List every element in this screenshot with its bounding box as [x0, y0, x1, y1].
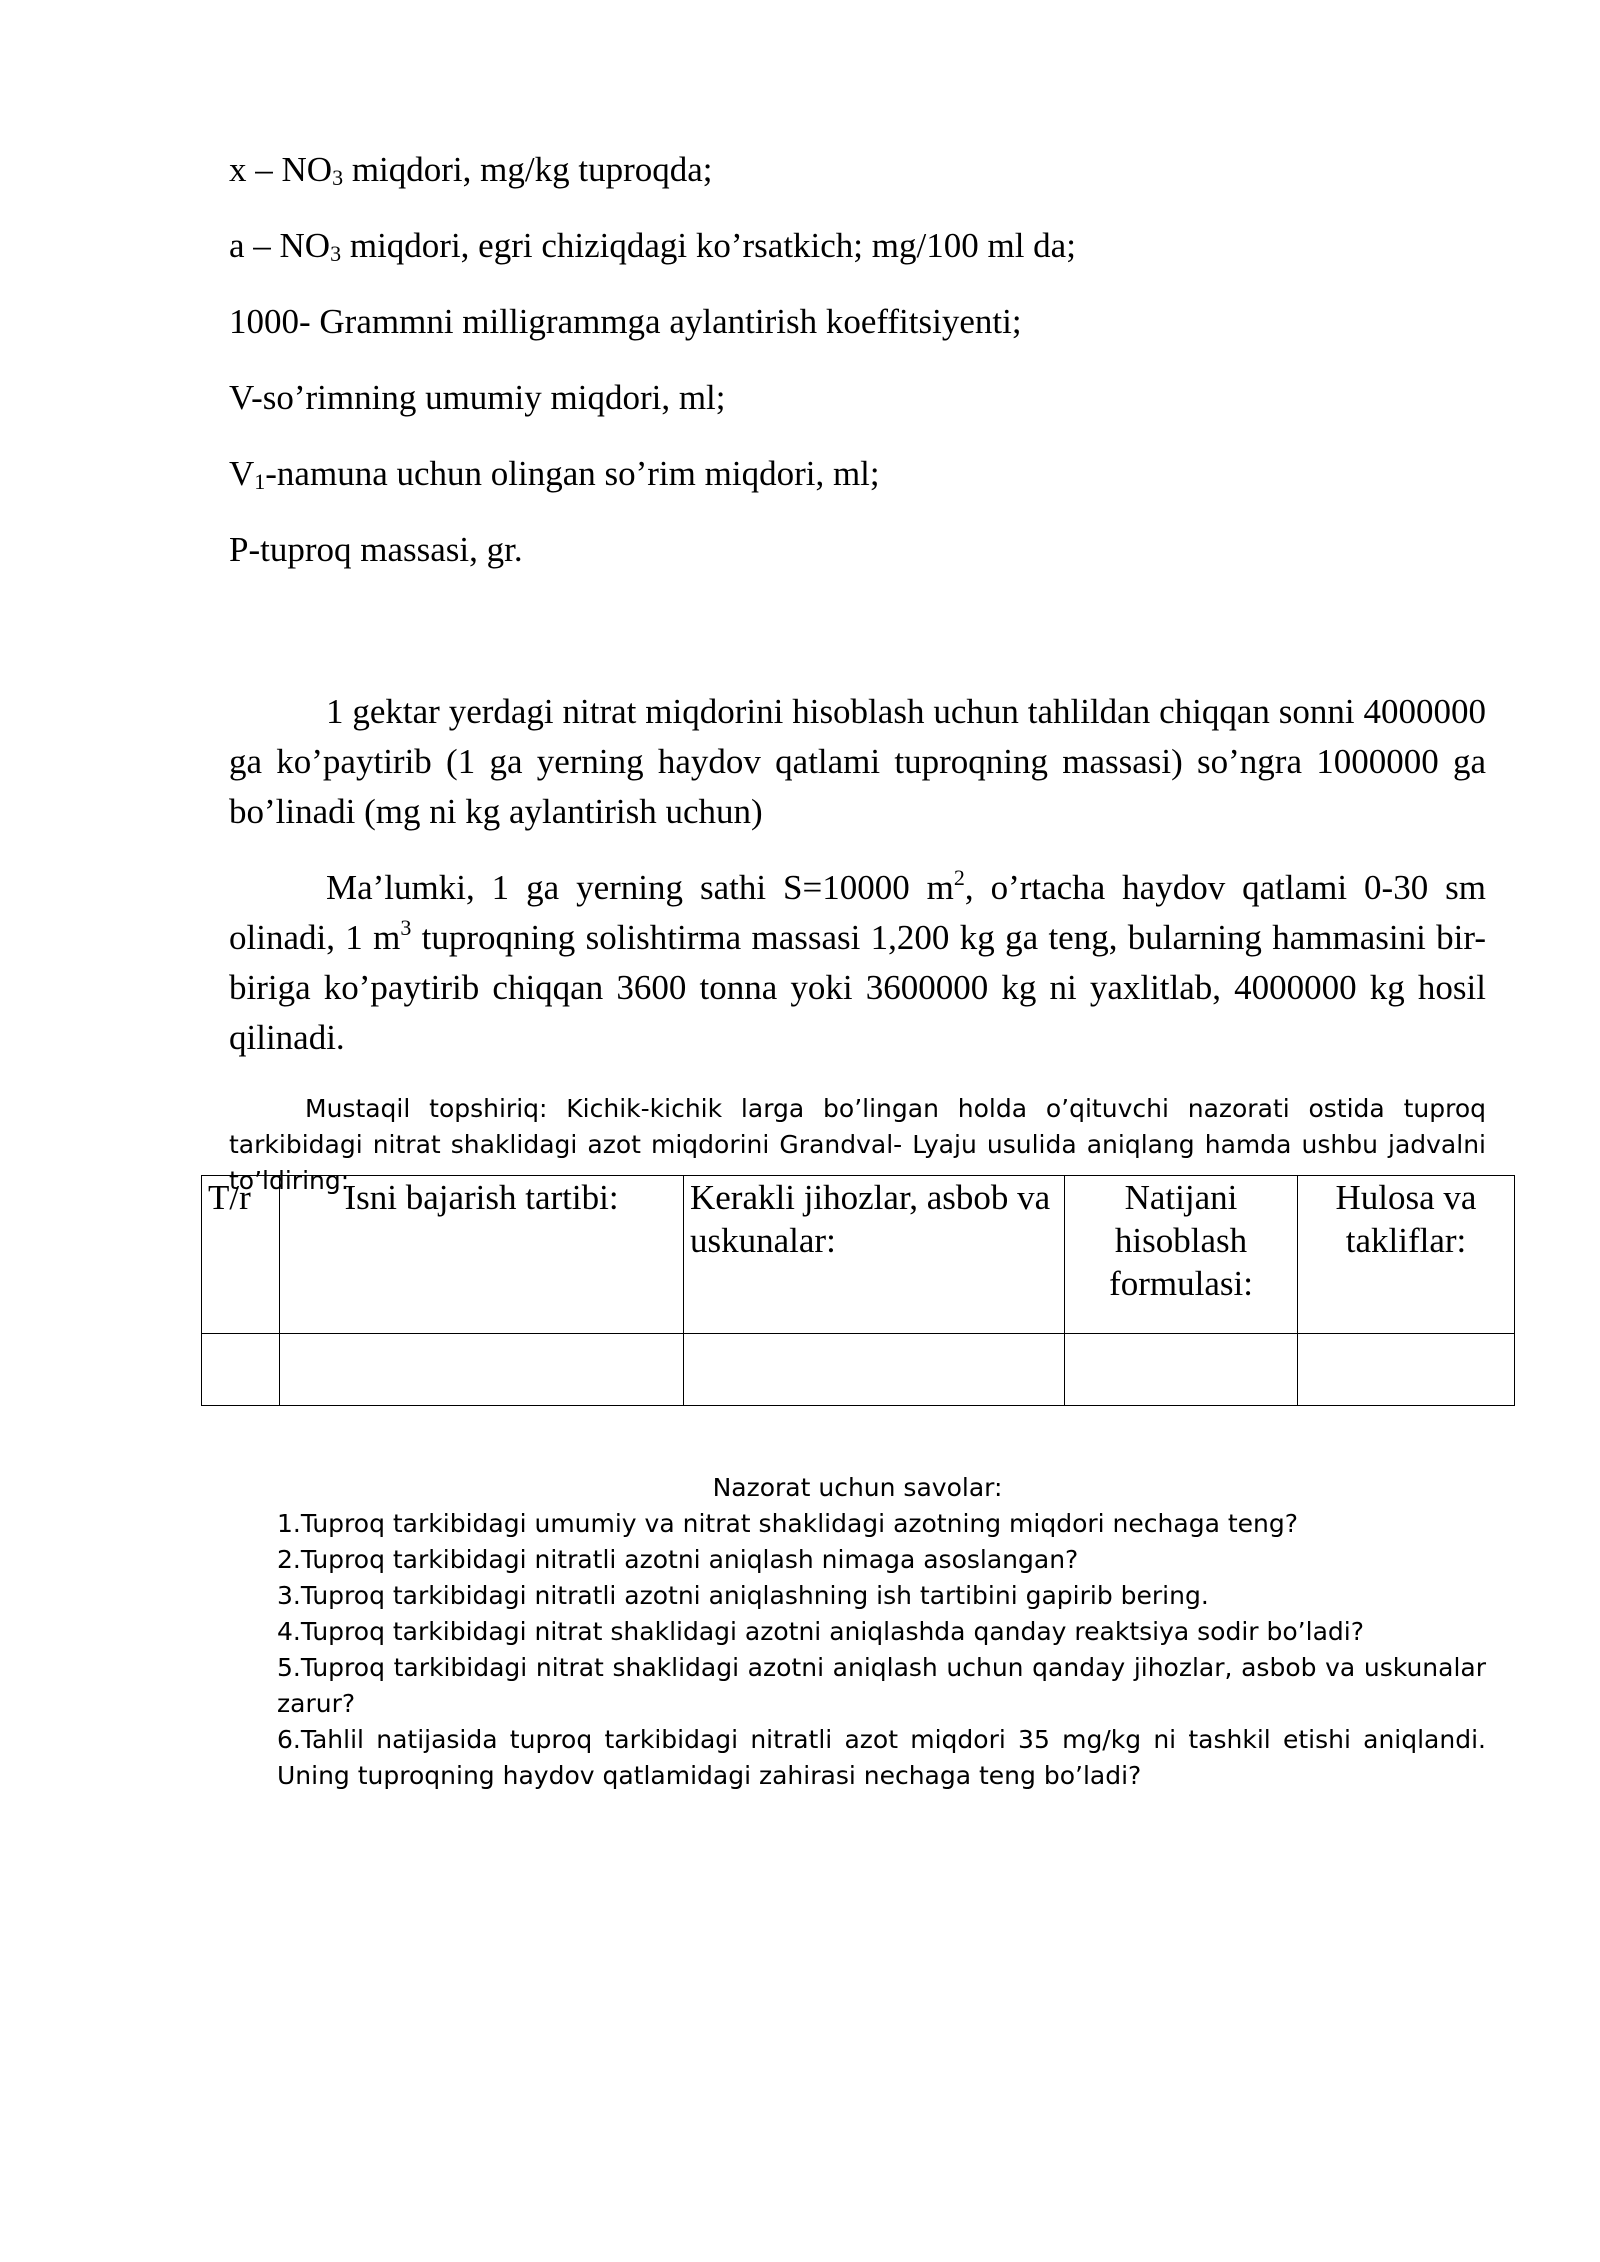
questions-title: Nazorat uchun savolar: [712, 1473, 1003, 1502]
explanation-paragraph: Ma’lumki, 1 ga yerning sathi S=10000 $m^2$, o’rtacha haydov qatlami 0-30 sm olinadi, 1 $m^3$ tuproqning solishtirma massasi 1,200 kg ga teng, bularning hammasini bir-biriga ko’paytirib chiqqan 3600 tonna yoki 3600000 kg ni yaxlitlab, 4000000 kg hosil qilinadi. [229, 865, 1487, 1057]
definition-line: a – $NO_3$ miqdori, egri chiziqdagi ko’rsatkich; mg/100 ml da; [229, 226, 1076, 266]
list-item: 3.Tuproq tarkibidagi nitratli azotni aniqlashning ish tartibini gapirib bering. [277, 1581, 1209, 1610]
list-item: 1.Tuproq tarkibidagi umumiy va nitrat shaklidagi azotning miqdori nechaga teng? [277, 1509, 1298, 1538]
questions-list [277, 1506, 1486, 1794]
header-conclusion: Hulosa va takliflar: [1298, 1176, 1515, 1334]
list-item: 5.Tuproq tarkibidagi nitrat shaklidagi azotni aniqlash uchun qanday jihozlar, asbob va uskunalar zarur? [277, 1653, 1486, 1718]
header-equipment: Kerakli jihozlar, asbob va uskunalar: [684, 1176, 1065, 1334]
table-header-row [202, 1176, 1515, 1334]
list-item: 6.Tahlil natijasida tuproq tarkibidagi nitratli azot miqdori 35 mg/kg ni tashkil etishi aniqlandi. Uning tuproqning haydov qatlamidagi zahirasi nechaga teng bo’ladi? [277, 1725, 1486, 1790]
table-cell[interactable] [280, 1334, 684, 1406]
variable-definitions [229, 150, 1489, 606]
table-cell[interactable] [202, 1334, 280, 1406]
table-cell[interactable] [684, 1334, 1065, 1406]
header-tr: T/r [202, 1176, 280, 1334]
definition-line: 1000- Grammni milligrammga aylantirish koeffitsiyenti; [229, 302, 1022, 341]
independent-task: Mustaqil topshiriq: Kichik-kichik larga bo’lingan holda o’qituvchi nazorati ostida tuproq tarkibidagi nitrat shaklidagi azot miqdorini Grandval- Lyaju usulida aniqlang hamda ushbu jadvalni to’ldiring: [229, 1094, 1486, 1195]
table-row [202, 1334, 1515, 1406]
definition-line: V-so’rimning umumiy miqdori, ml; [229, 378, 726, 417]
header-formula: Natijani hisoblash formulasi: [1065, 1176, 1298, 1334]
list-item: 2.Tuproq tarkibidagi nitratli azotni aniqlash nimaga asoslangan? [277, 1545, 1079, 1574]
definition-line: P-tuproq massasi, gr. [229, 530, 523, 569]
header-procedure: Isni bajarish tartibi: [280, 1176, 684, 1334]
table-cell[interactable] [1065, 1334, 1298, 1406]
calculation-paragraph: 1 gektar yerdagi nitrat miqdorini hisoblash uchun tahlildan chiqqan sonni 4000000 ga ko’paytirib (1 ga yerning haydov qatlami tuproqning massasi) so’ngra 1000000 ga bo’linadi (mg ni kg aylantirish uchun) [229, 692, 1486, 831]
definition-line: $V_1$-namuna uchun olingan so’rim miqdori, ml; [229, 454, 880, 494]
list-item: 4.Tuproq tarkibidagi nitrat shaklidagi azotni aniqlashda qanday reaktsiya sodir bo’ladi? [277, 1617, 1364, 1646]
definition-line: x – $NO_3$ miqdori, mg/kg tuproqda; [229, 150, 713, 190]
task-table [201, 1175, 1515, 1406]
table-cell[interactable] [1298, 1334, 1515, 1406]
